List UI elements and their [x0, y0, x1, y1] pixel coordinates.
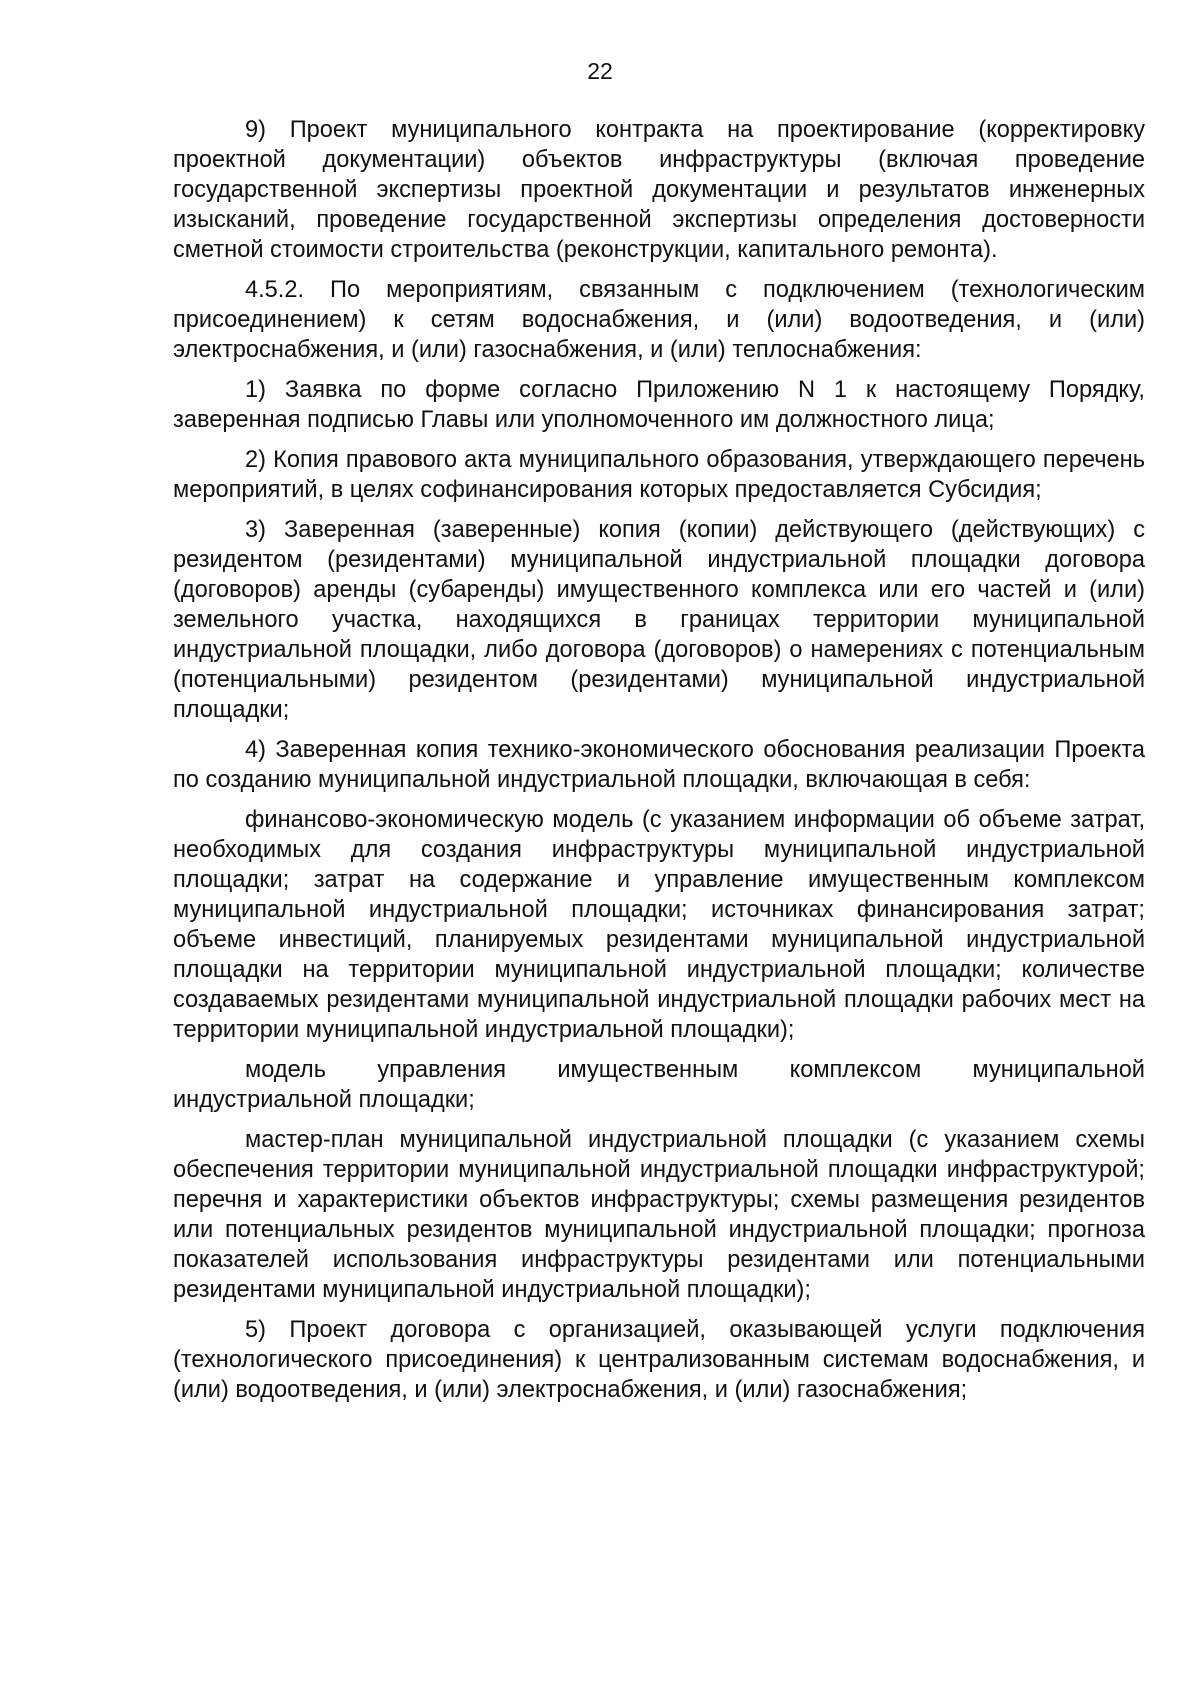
paragraph-item-2: 2) Копия правового акта муниципального образования, утверждающего перечень мероприятий, в целях софинансирования которых предоставляется Субсидия;: [173, 447, 1145, 503]
paragraph-item-4: 4) Заверенная копия технико-экономического обоснования реализации Проекта по созданию муниципальной индустриальной площадки, включающая в себя:: [173, 737, 1145, 793]
paragraph-item-1: 1) Заявка по форме согласно Приложению N 1 к настоящему Порядку, заверенная подписью Главы или уполномоченного им должностного лица;: [173, 377, 1145, 433]
paragraph-item-3: 3) Заверенная (заверенные) копия (копии) действующего (действующих) с резидентом (резидентами) муниципальной индустриальной площадки договора (договоров) аренды (субаренды) имущественного комплекса или его частей и (или) земельного участка, находящихся в границах территории муниципальной индустриальной площадки, либо договора (договоров) о намерениях с потенциальным (потенциальными) резидентом (резидентами) муниципальной индустриальной площадки;: [173, 517, 1145, 723]
paragraph-item-9: 9) Проект муниципального контракта на проектирование (корректировку проектной документации) объектов инфраструктуры (включая проведение государственной экспертизы проектной документации и результатов инженерных изысканий, проведение государственной экспертизы определения достоверности сметной стоимости строительства (реконструкции, капитального ремонта).: [173, 117, 1145, 263]
paragraph-management-model: модель управления имущественным комплексом муниципальной индустриальной площадки;: [173, 1057, 1145, 1113]
paragraph-section-4-5-2: 4.5.2. По мероприятиям, связанным с подключением (технологическим присоединением) к сетям водоснабжения, и (или) водоотведения, и (или) электроснабжения, и (или) газоснабжения, и (или) теплоснабжения:: [173, 277, 1145, 363]
paragraph-item-5: 5) Проект договора с организацией, оказывающей услуги подключения (технологического присоединения) к централизованным системам водоснабжения, и (или) водоотведения, и (или) электроснабжения, и (или) газоснабжения;: [173, 1317, 1145, 1403]
paragraph-master-plan: мастер-план муниципальной индустриальной площадки (с указанием схемы обеспечения территории муниципальной индустриальной площадки инфраструктурой; перечня и характеристики объектов инфраструктуры; схемы размещения резидентов или потенциальных резидентов муниципальной индустриальной площадки; прогноза показателей использования инфраструктуры резидентами или потенциальными резидентами муниципальной индустриальной площадки);: [173, 1127, 1145, 1303]
document-body: [173, 115, 1145, 1415]
page-number: 22: [587, 58, 613, 84]
paragraph-financial-model: финансово-экономическую модель (с указанием информации об объеме затрат, необходимых для создания инфраструктуры муниципальной индустриальной площадки; затрат на содержание и управление имущественным комплексом муниципальной индустриальной площадки; источниках финансирования затрат; объеме инвестиций, планируемых резидентами муниципальной индустриальной площадки на территории муниципальной индустриальной площадки; количестве создаваемых резидентами муниципальной индустриальной площадки рабочих мест на территории муниципальной индустриальной площадки);: [173, 807, 1145, 1043]
